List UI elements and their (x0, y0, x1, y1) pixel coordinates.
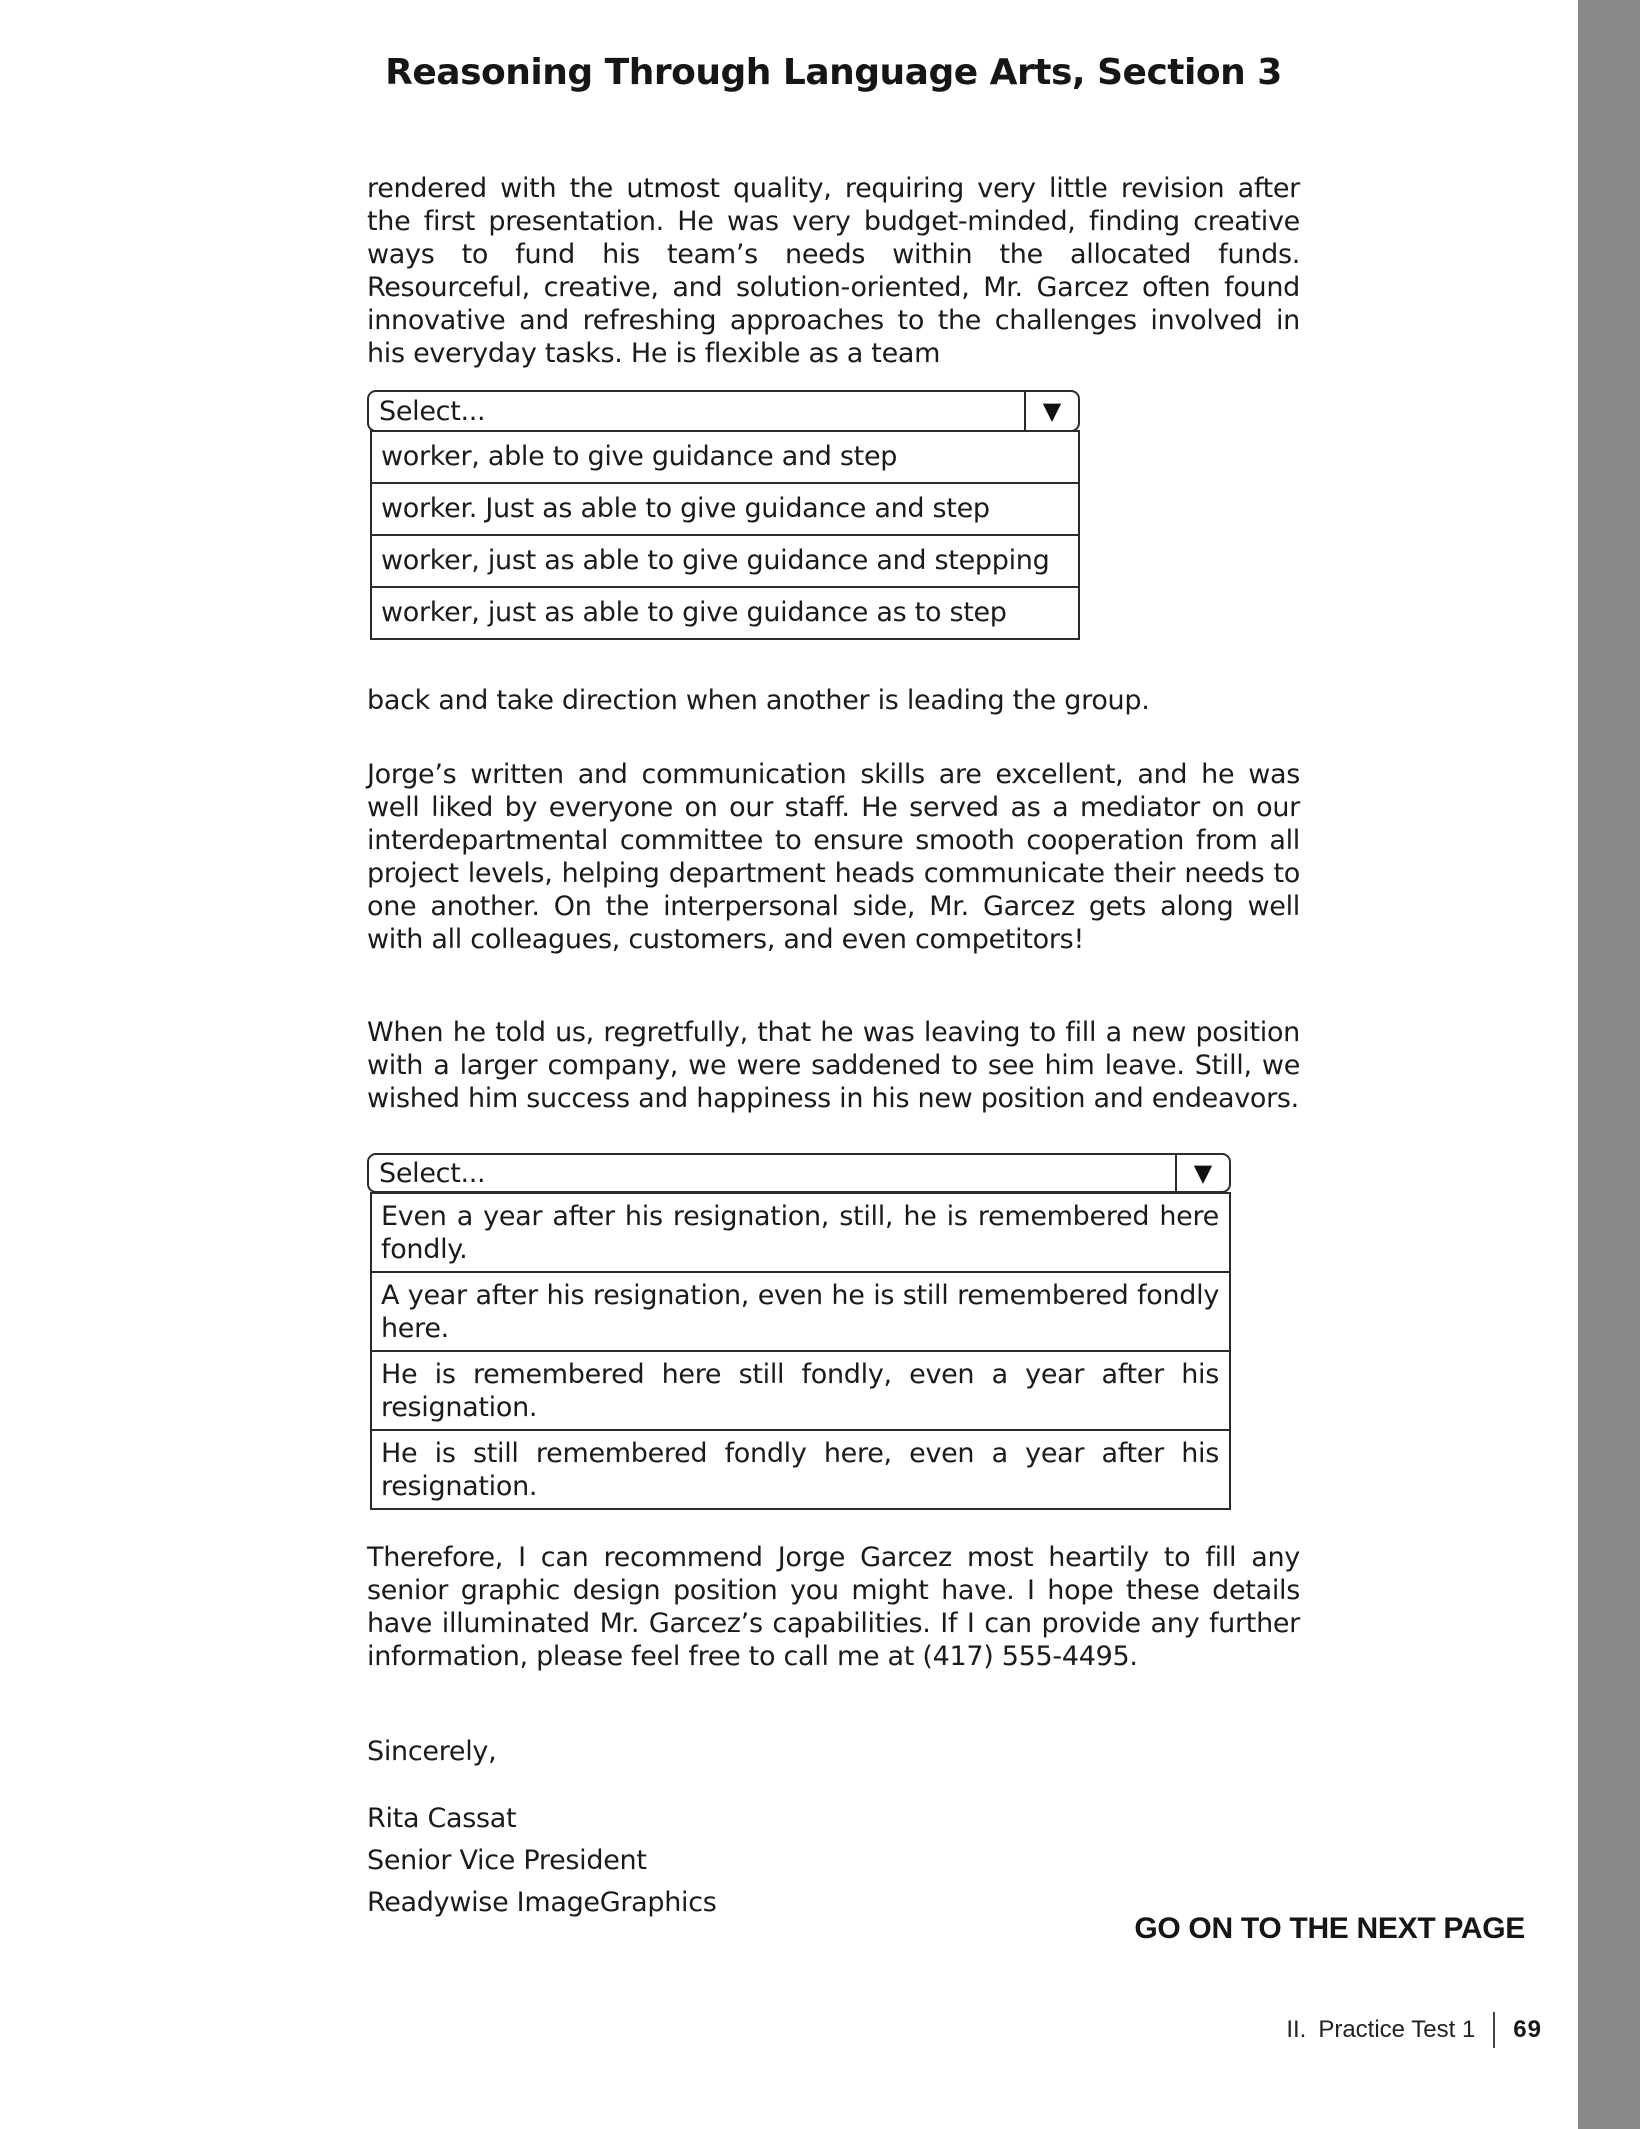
dropdown-1-option-3[interactable]: worker, just as able to give guidance and stepping (372, 536, 1078, 588)
dropdown-2-option-list (370, 1192, 1231, 1510)
footer-section-label: Practice Test 1 (1318, 2016, 1476, 2043)
page-footer (1286, 2012, 1542, 2048)
signature-job-title: Senior Vice President (367, 1845, 647, 1876)
dropdown-2-option-1[interactable]: Even a year after his resignation, still, he is remembered here fondly. (372, 1194, 1229, 1273)
dropdown-2-placeholder: Select... (379, 1157, 486, 1189)
dropdown-1-option-1[interactable]: worker, able to give guidance and step (372, 432, 1078, 484)
footer-section-number: II. (1286, 2016, 1307, 2043)
closing-line: Sincerely, (367, 1736, 497, 1767)
dropdown-2-option-4[interactable]: He is still remembered fondly here, even a year after his resignation. (381, 1438, 1219, 1502)
signature-company: Readywise ImageGraphics (367, 1887, 717, 1918)
chevron-down-icon: ▼ (1042, 397, 1062, 425)
paragraph-4: Therefore, I can recommend Jorge Garcez most heartily to fill any senior graphic design position you might have. I hope these details have illuminated Mr. Garcez’s capabilities. If I can provide any further information, please feel free to call me at (417) 555-4495. (367, 1542, 1300, 1672)
dropdown-1-option-4[interactable]: worker, just as able to give guidance as to step (381, 597, 1007, 628)
sentence-dropdown-2[interactable] (367, 1153, 1231, 1193)
go-on-instruction: GO ON TO THE NEXT PAGE (1134, 1912, 1525, 1945)
paragraph-3: When he told us, regretfully, that he was leaving to fill a new position with a larger company, we were saddened to see him leave. Still, we wished him success and happiness in his new position and endeavors. (367, 1017, 1300, 1114)
footer-divider (1493, 2012, 1495, 2048)
dropdown-1-placeholder: Select... (379, 395, 486, 427)
signature-block (367, 1798, 717, 1924)
signature-name: Rita Cassat (367, 1803, 517, 1834)
dropdown-1-option-2[interactable]: worker. Just as able to give guidance and step (372, 484, 1078, 536)
dropdown-2-arrow-button[interactable] (1175, 1155, 1229, 1191)
paragraph-1-continuation: back and take direction when another is leading the group. (367, 685, 1150, 716)
dropdown-2-option-2[interactable]: A year after his resignation, even he is still remembered fondly here. (372, 1273, 1229, 1352)
dropdown-2-option-3[interactable]: He is remembered here still fondly, even a year after his resignation. (372, 1352, 1229, 1431)
dropdown-1-arrow-button[interactable] (1024, 392, 1078, 430)
page-title: Reasoning Through Language Arts, Section 3 (385, 52, 1282, 93)
sentence-dropdown-1[interactable] (367, 390, 1080, 432)
footer-page-number: 69 (1513, 2016, 1542, 2043)
paragraph-1: rendered with the utmost quality, requiring very little revision after the first presentation. He was very budget-minded, finding creative ways to fund his team’s needs within the allocated funds. Resourceful, creative, and solution-oriented, Mr. Garcez often found innovative and refreshing approaches to the challenges involved in his everyday tasks. He is flexible as a team (367, 173, 1300, 369)
page-edge-strip (1578, 0, 1640, 2129)
dropdown-1-option-list (370, 430, 1080, 640)
paragraph-2: Jorge’s written and communication skills are excellent, and he was well liked by everyone on our staff. He served as a mediator on our interdepartmental committee to ensure smooth cooperation from all project levels, helping department heads communicate their needs to one another. On the interpersonal side, Mr. Garcez gets along well with all colleagues, customers, and even competitors! (367, 759, 1300, 955)
chevron-down-icon: ▼ (1193, 1159, 1213, 1187)
